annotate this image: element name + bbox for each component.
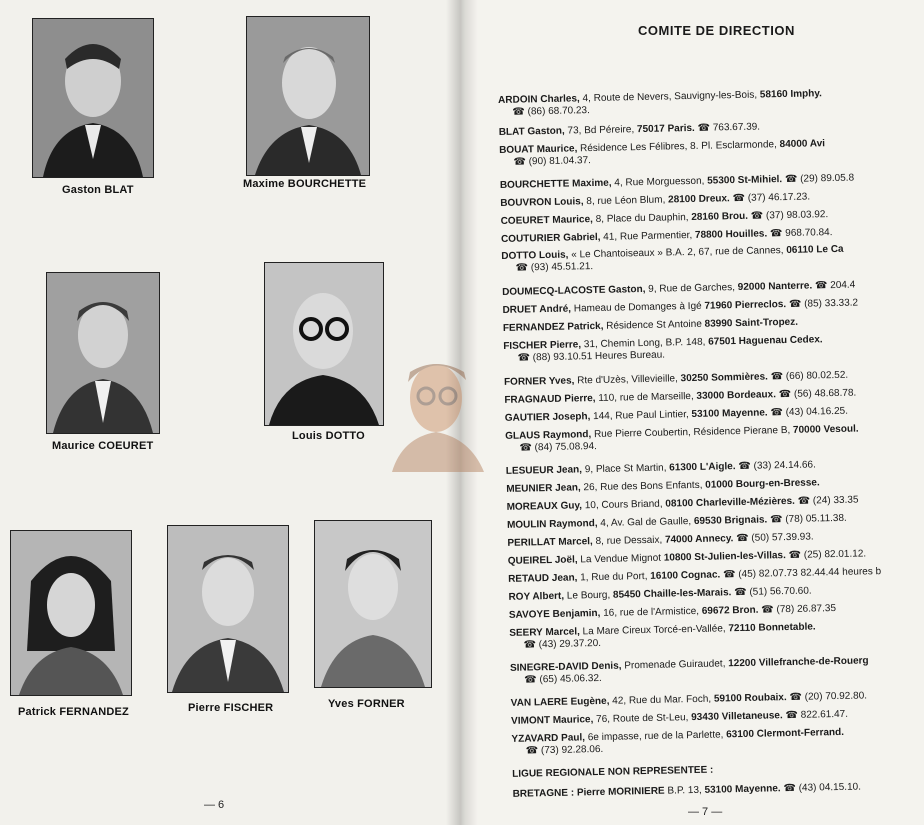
directory-entry <box>510 655 869 687</box>
member-postcode-city: 33000 Bordeaux. <box>696 389 777 402</box>
member-phone: ☎ (33) 24.14.66. <box>735 459 816 473</box>
member-name: ROY Albert, <box>508 590 565 603</box>
directory-entry <box>499 138 825 169</box>
member-postcode-city: 08100 Charleville-Mézières. <box>665 495 795 510</box>
member-postcode-city: 16100 Cognac. <box>650 569 721 582</box>
member-address: 110, rue de Marseille, <box>595 390 697 405</box>
member-address: 41, Rue Parmentier, <box>600 229 696 243</box>
portrait-photo <box>10 530 132 696</box>
directory-entry <box>504 370 848 389</box>
member-phone: ☎ 763.67.39. <box>694 121 761 134</box>
ligue-cp: 53100 Mayenne. <box>704 783 781 796</box>
member-name: BOURCHETTE Maxime, <box>499 177 612 191</box>
member-postcode-city: 78800 Houilles. <box>694 228 768 241</box>
portrait-photo <box>32 18 154 178</box>
member-name: DOUMECQ-LACOSTE Gaston, <box>502 283 646 298</box>
member-address: Le Bourg, <box>563 589 614 602</box>
member-phone: ☎ 822.61.47. <box>782 708 849 722</box>
member-name: FRAGNAUD Pierre, <box>504 393 596 406</box>
member-postcode-city: 69530 Brignais. <box>693 514 768 527</box>
member-postcode-city: 10800 St-Julien-les-Villas. <box>663 550 786 564</box>
member-address: 9, Place St Martin, <box>581 462 670 476</box>
member-postcode-city: 58160 Imphy. <box>759 88 823 101</box>
member-name: DOTTO Louis, <box>501 249 569 262</box>
member-name: BLAT Gaston, <box>498 125 565 138</box>
member-postcode-city: 70000 Vesoul. <box>792 423 859 436</box>
member-phone: ☎ (66) 80.02.52. <box>767 369 849 383</box>
member-phone: ☎ (85) 33.33.2 <box>786 297 859 311</box>
member-directory <box>498 86 924 800</box>
directory-entry <box>501 227 833 246</box>
member-postcode-city: 72110 Bonnetable. <box>728 621 816 635</box>
member-name: VAN LAERE Eugène, <box>510 695 610 709</box>
member-address: 42, Rue du Mar. Foch, <box>609 693 715 707</box>
member-phone: ☎ (73) 92.28.06. <box>525 743 604 757</box>
member-phone: ☎ (78) 05.11.38. <box>767 512 847 526</box>
portrait-photo <box>314 520 432 688</box>
member-address: 8, rue Dessaix, <box>592 534 666 548</box>
member-phone: ☎ (50) 57.39.93. <box>733 531 814 545</box>
photo-caption: Maxime BOURCHETTE <box>243 178 367 190</box>
member-postcode-city: 53100 Mayenne. <box>691 407 768 421</box>
member-name: COEURET Maurice, <box>500 214 593 227</box>
member-name: DRUET André, <box>502 303 572 316</box>
member-phone: ☎ (90) 81.04.37. <box>513 155 592 168</box>
directory-entry <box>501 209 829 228</box>
directory-entry <box>499 122 761 139</box>
member-postcode-city: 67501 Haguenau Cedex. <box>708 334 823 348</box>
directory-entry <box>509 621 816 651</box>
directory-entry <box>505 424 859 455</box>
member-name: SAVOYE Benjamin, <box>508 607 601 621</box>
directory-entry <box>506 459 816 477</box>
member-address: 4, Rue Morguesson, <box>611 175 708 189</box>
member-postcode-city: 75017 Paris. <box>636 122 695 136</box>
member-postcode-city: 06110 Le Ca <box>786 243 844 256</box>
directory-entry <box>511 727 844 758</box>
member-address: Hameau de Domanges à Igé <box>570 300 705 315</box>
directory-entry <box>508 548 867 568</box>
directory-entry <box>507 513 847 532</box>
page-number: — 7 — <box>688 806 723 818</box>
member-address: 10, Cours Briand, <box>581 498 666 512</box>
member-name: LESUEUR Jean, <box>505 464 583 477</box>
directory-entry <box>507 531 813 549</box>
photo-caption: Louis DOTTO <box>292 430 365 442</box>
directory-entry <box>500 173 854 192</box>
member-address: Résidence St Antoine <box>603 318 705 332</box>
member-address: 76, Route de St-Leu, <box>593 712 692 726</box>
directory-entry <box>502 298 858 317</box>
member-phone: ☎ (65) 45.06.32. <box>524 672 602 686</box>
member-address: 8, Place du Dauphin, <box>592 211 692 226</box>
portrait-photo <box>264 262 384 426</box>
member-postcode-city: 69672 Bron. <box>701 604 759 617</box>
member-name: YZAVARD Paul, <box>511 732 586 745</box>
directory-entry <box>502 280 855 299</box>
member-phone: ☎ (93) 45.51.21. <box>515 261 594 274</box>
ligue-entry <box>513 782 862 801</box>
directory-entry <box>504 388 856 407</box>
member-phone: ☎ (88) 93.10.51 Heures Bureau. <box>517 349 666 364</box>
member-phone: ☎ 204.4 <box>812 279 856 292</box>
member-phone: ☎ (45) 82.07.73 82.44.44 heures b <box>720 566 882 581</box>
member-address: Résidence Les Félibres, 8. Pl. Esclarmonde, <box>577 139 780 155</box>
ligue-text: B.P. 13, <box>664 784 705 797</box>
directory-entry <box>511 690 867 709</box>
member-address: « Le Chantoiseaux » B.A. 2, 67, rue de Cannes, <box>568 244 787 261</box>
member-name: SINEGRE-DAVID Denis, <box>509 660 622 674</box>
member-name: QUEIREL Joël, <box>507 554 578 567</box>
member-name: GAUTIER Joseph, <box>504 411 591 424</box>
member-phone: ☎ (86) 68.70.23. <box>512 105 590 118</box>
directory-entry <box>507 495 859 514</box>
member-phone: ☎ (43) 29.37.20. <box>523 637 602 651</box>
member-name: COUTURIER Gabriel, <box>500 231 601 245</box>
member-phone: ☎ 968.70.84. <box>767 227 833 240</box>
photo-caption: Maurice COEURET <box>52 440 154 452</box>
directory-entry <box>508 586 811 604</box>
member-phone: ☎ (25) 82.01.12. <box>785 548 867 562</box>
ligue-name: BRETAGNE : Pierre MORINIERE <box>512 785 665 800</box>
member-phone: ☎ (37) 46.17.23. <box>729 191 811 205</box>
member-address: 144, Rue Paul Lintier, <box>590 409 692 423</box>
directory-entry <box>509 603 836 622</box>
ligue-tail: ☎ (43) 04.15.10. <box>780 781 862 795</box>
member-phone: ☎ (56) 48.68.78. <box>775 387 857 401</box>
member-address: La Vendue Mignot <box>577 552 664 566</box>
member-name: FORNER Yves, <box>503 375 575 388</box>
member-name: BOUVRON Louis, <box>500 196 584 209</box>
member-phone: ☎ (37) 98.03.92. <box>747 209 829 222</box>
directory-entry <box>501 244 844 275</box>
member-postcode-city: 74000 Annecy. <box>664 533 734 546</box>
photo-caption: Gaston BLAT <box>62 184 134 196</box>
member-address: 31, Chemin Long, B.P. 148, <box>580 336 709 351</box>
directory-entry <box>508 566 881 586</box>
member-name: FISCHER Pierre, <box>503 339 582 352</box>
member-postcode-city: 12200 Villefranche-de-Rouerg <box>728 655 869 670</box>
directory-entry <box>498 88 822 119</box>
member-postcode-city: 85450 Chaille-les-Marais. <box>612 587 732 601</box>
photo-caption: Pierre FISCHER <box>188 702 274 714</box>
member-postcode-city: 28160 Brou. <box>691 210 749 223</box>
member-phone: ☎ (29) 89.05.8 <box>782 172 855 186</box>
member-address: 8, rue Léon Blum, <box>583 194 669 208</box>
member-address: 4, Route de Nevers, Sauvigny-les-Bois, <box>579 89 760 105</box>
member-name: GLAUS Raymond, <box>505 429 592 442</box>
photo-caption: Yves FORNER <box>328 698 405 710</box>
member-address: 4, Av. Gal de Gaulle, <box>597 515 695 530</box>
directory-entry <box>505 406 848 425</box>
member-phone: ☎ (43) 04.16.25. <box>767 405 849 419</box>
member-name: SEERY Marcel, <box>509 626 580 639</box>
member-address: 26, Rue des Bons Enfants, <box>580 479 706 494</box>
member-postcode-city: 55300 St-Mihiel. <box>707 174 783 187</box>
member-postcode-city: 30250 Sommières. <box>680 371 768 385</box>
member-phone: ☎ (24) 33.35 <box>794 494 859 507</box>
member-name: MOULIN Raymond, <box>506 518 598 531</box>
member-postcode-city: 84000 Avi <box>779 138 826 151</box>
member-postcode-city: 93430 Villetaneuse. <box>691 710 783 724</box>
member-phone: ☎ (84) 75.08.94. <box>519 441 597 454</box>
member-address: 73, Bd Péreire, <box>564 124 638 137</box>
member-postcode-city: 71960 Pierreclos. <box>704 299 787 312</box>
member-address: 6e impasse, rue de la Parlette, <box>584 729 727 744</box>
member-postcode-city: 92000 Nanterre. <box>737 280 813 294</box>
member-name: VIMONT Maurice, <box>511 714 594 727</box>
member-name: ARDOIN Charles, <box>498 93 580 106</box>
member-address: Promenade Guiraudet, <box>621 658 729 672</box>
directory-entry <box>500 191 810 209</box>
page-number: — 6 <box>204 799 225 811</box>
member-address: Rte d'Uzès, Villevieille, <box>574 373 681 387</box>
member-name: RETAUD Jean, <box>508 572 578 585</box>
portrait-photo <box>167 525 289 693</box>
member-postcode-city: 28100 Dreux. <box>667 193 730 206</box>
member-phone: ☎ (78) 26.87.35 <box>758 603 837 616</box>
member-postcode-city: 83990 Saint-Tropez. <box>704 316 799 330</box>
member-address: 16, rue de l'Armistice, <box>600 605 702 619</box>
ligue-title: LIGUE REGIONALE NON REPRESENTEE : <box>512 764 714 780</box>
portrait-photo <box>46 272 160 434</box>
member-address: 1, Rue du Port, <box>577 570 651 584</box>
member-postcode-city: 01000 Bourg-en-Bresse. <box>705 477 820 491</box>
member-name: MEUNIER Jean, <box>506 482 581 495</box>
member-name: BOUAT Maurice, <box>499 143 578 156</box>
member-address: Rue Pierre Coubertin, Résidence Pierane B, <box>591 424 794 441</box>
member-name: MOREAUX Guy, <box>506 500 583 513</box>
directory-entry <box>503 317 798 335</box>
member-phone: ☎ (20) 70.92.80. <box>786 690 868 704</box>
member-postcode-city: 59100 Roubaix. <box>713 692 787 705</box>
photo-caption: Patrick FERNANDEZ <box>18 706 129 718</box>
member-address: 9, Rue de Garches, <box>645 282 738 295</box>
member-name: FERNANDEZ Patrick, <box>502 320 604 334</box>
member-address: La Mare Cireux Torcé-en-Vallée, <box>579 623 729 638</box>
portrait-photo <box>246 16 370 176</box>
member-name: PERILLAT Marcel, <box>507 536 593 549</box>
member-phone: ☎ (51) 56.70.60. <box>731 585 812 599</box>
directory-entry <box>506 477 820 496</box>
member-postcode-city: 61300 L'Aigle. <box>669 461 736 474</box>
directory-entry <box>503 334 823 365</box>
page-title: COMITE DE DIRECTION <box>638 23 795 38</box>
directory-entry <box>511 709 848 728</box>
right-page <box>462 0 924 825</box>
member-postcode-city: 63100 Clermont-Ferrand. <box>726 726 845 741</box>
